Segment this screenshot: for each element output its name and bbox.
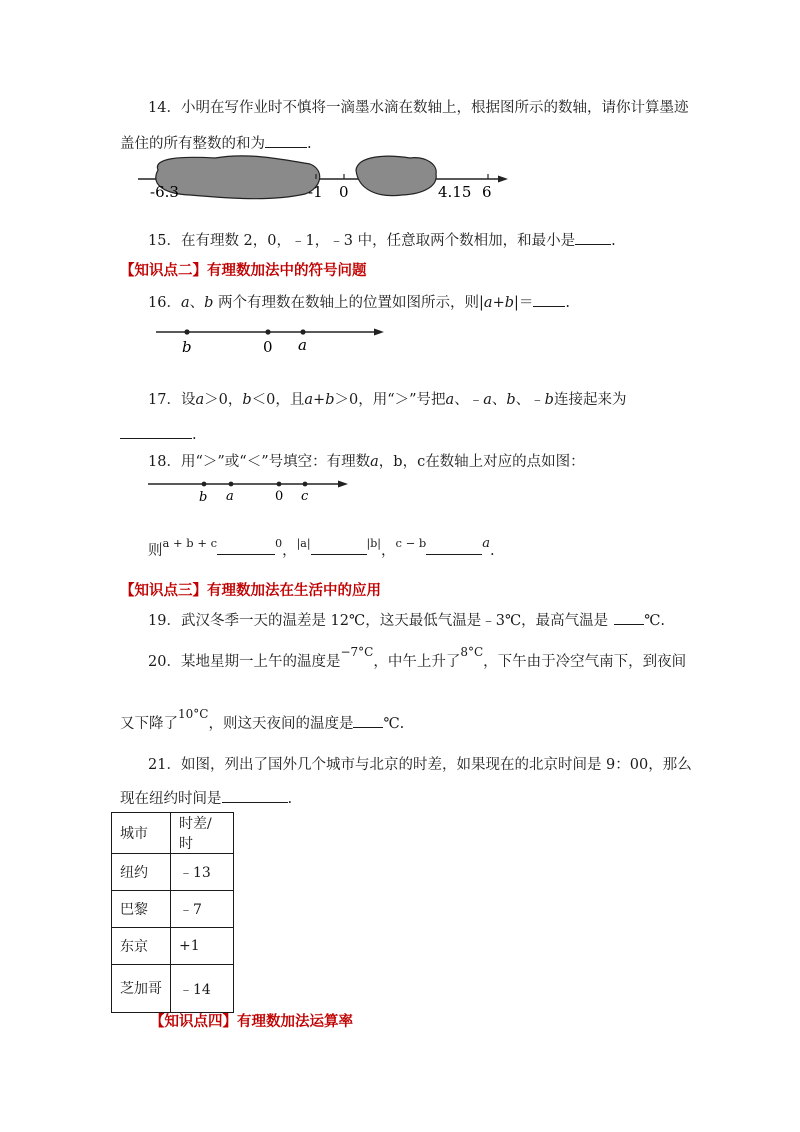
q17-b3: b	[506, 392, 516, 408]
table-cell-offset: +1	[171, 928, 234, 965]
q16-label-a: a	[298, 336, 307, 354]
q18-comma-a: ，	[282, 543, 297, 559]
q17-t1: ＞0，	[204, 392, 243, 408]
q14-label-6: 6	[482, 183, 492, 201]
table-cell-city: 巴黎	[112, 891, 171, 928]
q18-label-0: 0	[275, 489, 284, 504]
q16-line	[148, 292, 570, 313]
q18-abs-b: |b|	[366, 537, 382, 550]
q18-blank-3	[426, 540, 482, 555]
q19-line	[148, 610, 665, 631]
q18-point-0	[277, 482, 282, 487]
q17-t7: 、﹣	[515, 392, 545, 408]
q18-comma-b: ，	[381, 543, 396, 559]
q20-answer-blank	[353, 713, 383, 728]
q16-point-b	[184, 329, 189, 334]
q18-end: .	[490, 543, 495, 559]
q15-line	[148, 230, 616, 251]
q20-text-4: 又下降了	[120, 716, 178, 732]
q16-point-0	[265, 329, 270, 334]
section-heading-4: 【知识点四】有理数加法运算率	[150, 1013, 353, 1030]
q21-end: .	[287, 791, 293, 807]
q18-comma2: ，	[402, 454, 418, 470]
q20-text-3: ，下午由于冷空气南下，到夜间	[483, 654, 687, 670]
q18-line1	[148, 452, 585, 472]
q14-number-line	[120, 150, 520, 202]
q16-number-line	[150, 320, 390, 360]
q18-blank-2	[311, 540, 367, 555]
q14-label-minus1: -1	[308, 183, 323, 201]
q17-t5: 、﹣	[454, 392, 484, 408]
q14-end: .	[307, 136, 312, 152]
table-header-offset: 时差/时	[171, 813, 234, 854]
q17-end: .	[192, 427, 197, 443]
q17-a3: a	[445, 392, 455, 408]
q17-t6: 、	[491, 392, 507, 408]
q18-line2	[148, 536, 495, 562]
q17-b4: b	[544, 392, 554, 408]
q15-end: .	[611, 233, 616, 249]
q16-expr-a: a	[483, 295, 493, 311]
q20-text-2: ，中午上升了	[373, 654, 461, 670]
q20-temp-drop: 10°C	[178, 707, 209, 721]
q17-line2	[120, 424, 197, 445]
q17-line1	[148, 390, 626, 410]
table-header-row	[112, 813, 234, 854]
q14-label-minus6-3: -6.3	[150, 183, 179, 201]
q16-label-0: 0	[263, 338, 273, 356]
q14-ink-blot-right	[356, 156, 436, 195]
q17-number: 17．设	[148, 392, 196, 408]
q18-point-c	[303, 482, 308, 487]
q17-a2: a	[304, 392, 314, 408]
q14-label-4-15: 4.15	[438, 183, 472, 201]
q21-line1: 21．如图，列出了国外几个城市与北京的时差，如果现在的北京时间是 9：00，那么	[148, 757, 692, 773]
q18-var-c: c	[417, 454, 426, 470]
q18-var-b: b	[393, 454, 403, 470]
q19-answer-blank	[614, 610, 644, 625]
table-cell-offset: ﹣7	[171, 891, 234, 928]
q18-label-b: b	[199, 490, 208, 505]
q14-line1: 14．小明在写作业时不慎将一滴墨水滴在数轴上，根据图所示的数轴，请你计算墨迹	[148, 100, 689, 116]
q18-axis-arrow	[338, 481, 348, 488]
section-heading-2: 【知识点二】有理数加法中的符号问题	[120, 262, 367, 279]
q18-label-c: c	[301, 489, 309, 504]
q16-plus: +	[492, 295, 505, 311]
q18-abs-a: |a|	[296, 537, 311, 550]
q17-a4: a	[483, 392, 492, 408]
table-header-city: 城市	[112, 813, 171, 854]
table-cell-city: 纽约	[112, 854, 171, 891]
q14-label-0: 0	[339, 183, 349, 201]
q17-b1: b	[242, 392, 252, 408]
q18-point-b	[202, 482, 207, 487]
q18-then: 则	[148, 543, 163, 559]
q16-var-a: a	[180, 295, 190, 311]
q17-t3: +	[313, 392, 326, 408]
q16-answer-blank	[533, 292, 565, 307]
q18-text: 18．用“＞”或“＜”号填空：有理数	[148, 454, 371, 470]
q17-a1: a	[195, 392, 205, 408]
q14-text: 盖住的所有整数的和为	[120, 136, 265, 152]
q18-number-line	[144, 476, 354, 506]
q19-unit: ℃.	[644, 613, 666, 629]
q19-text: 19．武汉冬季一天的温差是 12℃，这天最低气温是﹣3℃，最高气温是	[148, 613, 609, 629]
q18-expr-sum: a + b + c	[162, 536, 218, 550]
q16-sep: 、	[189, 295, 205, 311]
table-row	[112, 928, 234, 965]
q18-var-a: a	[370, 454, 379, 470]
table-row	[112, 891, 234, 928]
q16-label-b: b	[182, 338, 192, 356]
q21-line2	[120, 788, 292, 809]
q20-unit: ℃.	[383, 716, 405, 732]
q18-point-a	[229, 482, 234, 487]
table-row	[112, 965, 234, 1013]
q16-equals: |＝	[514, 295, 534, 311]
q18-label-a: a	[226, 489, 234, 504]
q18-expr-diff: c − b	[395, 536, 427, 550]
q18-var-a-end: a	[482, 536, 491, 551]
q20-temp-morning: −7°C	[340, 645, 374, 659]
q17-t4: ＞0，用“＞”号把	[334, 392, 446, 408]
q21-text: 现在纽约时间是	[120, 791, 222, 807]
q15-text: 15．在有理数 2，0，﹣1，﹣3 中，任意取两个数相加，和最小是	[148, 233, 576, 249]
q16-var-b: b	[204, 295, 214, 311]
q17-answer-blank	[120, 424, 192, 439]
q18-zero: 0	[275, 537, 283, 550]
q18-text-post: 在数轴上对应的点如图：	[425, 454, 585, 470]
table-cell-offset: ﹣14	[171, 965, 234, 1013]
q14-axis-arrow	[498, 176, 508, 183]
table-cell-offset: ﹣13	[171, 854, 234, 891]
q14-ink-blot-left	[156, 156, 320, 199]
q20-text-5: ，则这天夜间的温度是	[208, 716, 354, 732]
q16-expr-b: b	[504, 295, 515, 311]
table-cell-city: 芝加哥	[112, 965, 171, 1013]
time-difference-table	[111, 812, 234, 1013]
table-row	[112, 854, 234, 891]
table-cell-city: 东京	[112, 928, 171, 965]
q16-number: 16．	[148, 295, 181, 311]
q15-answer-blank	[575, 230, 611, 245]
q17-b2: b	[325, 392, 335, 408]
q17-t2: ＜0，且	[251, 392, 305, 408]
q16-text: 两个有理数在数轴上的位置如图所示，则|	[213, 295, 484, 311]
q16-axis-arrow	[374, 329, 384, 336]
q16-end: .	[565, 295, 571, 311]
q14-answer-blank	[265, 133, 307, 148]
q18-blank-1	[217, 540, 275, 555]
q20-temp-rise: 8°C	[460, 645, 484, 659]
q20-text-1: 20．某地星期一上午的温度是	[148, 654, 341, 670]
q17-t8: 连接起来为	[553, 392, 627, 408]
section-heading-3: 【知识点三】有理数加法在生活中的应用	[120, 582, 381, 599]
q21-answer-blank	[222, 788, 288, 803]
q16-point-a	[300, 329, 305, 334]
q20-line2	[120, 707, 405, 734]
q18-comma1: ，	[378, 454, 394, 470]
q20-line1	[148, 645, 687, 672]
